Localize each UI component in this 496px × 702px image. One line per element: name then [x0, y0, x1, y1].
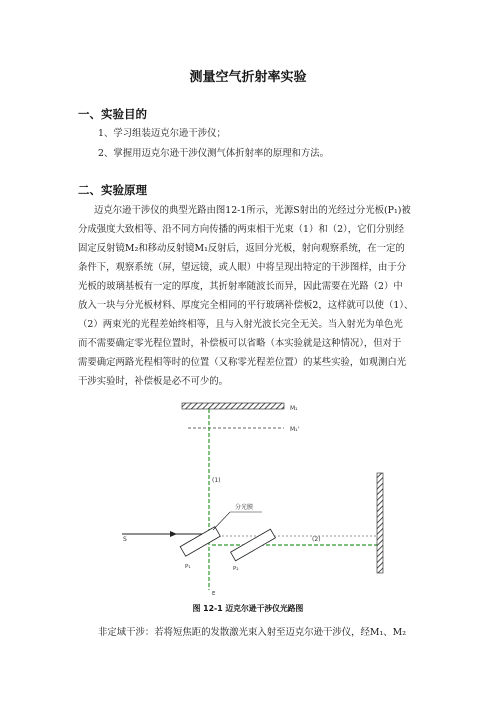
source-arrow — [170, 531, 177, 537]
section-heading-principle: 二、实验原理 — [78, 183, 147, 197]
label-m1-prime: M₁' — [290, 426, 300, 433]
label-m1: M₁ — [290, 405, 298, 412]
principle-line: （2）两束光的光程差始终相等，且与入射光波长完全无关。当入射光为单色光 — [78, 319, 403, 330]
principle-line: 干涉实验时，补偿板是必不可少的。 — [78, 376, 229, 387]
film-leader — [213, 512, 230, 530]
label-source: S — [123, 536, 127, 543]
label-observer: E — [212, 591, 216, 597]
label-beam-2: (2) — [312, 536, 321, 543]
page-title: 测量空气折射率实验 — [189, 70, 307, 85]
mirror-m2 — [377, 473, 383, 573]
principle-line: 放入一块与分光板材料、厚度完全相同的平行玻璃补偿板2，这样就可以使（1）、 — [78, 300, 414, 311]
principle-line: 迈克尔逊干涉仪的典型光路由图12-1所示，光源S射出的光经过分光板(P₁)被 — [94, 205, 411, 216]
label-film: 分光膜 — [235, 504, 254, 511]
principle-line: 条件下，观察系统（屏，望远镜，或人眼）中将呈现出特定的干涉图样，由于分 — [78, 262, 407, 273]
continuation-text: 非定域干涉：若将短焦距的发散激光束入射至迈克尔逊干涉仪，经M₁、M₂ — [98, 627, 406, 638]
mirror-m1 — [182, 403, 284, 409]
figure-caption: 图 12-1 迈克尔逊干涉仪光路图 — [192, 604, 304, 613]
purpose-item-2: 2、掌握用迈克尔逊干涉仪测气体折射率的原理和方法。 — [98, 148, 329, 159]
principle-line: 而不需要确定零光程位置时，补偿板可以省略（本实验就是这种情况），但对于 — [78, 338, 402, 349]
label-beam-1: (1) — [212, 477, 221, 484]
principle-line: 固定反射镜M₂和移动反射镜M₁反射后，返回分光板，射向观察系统，在一定的 — [78, 243, 405, 254]
principle-line: 光板的玻璃基板有一定的厚度，其折射率随波长而异，因此需要在光路（2）中 — [78, 281, 403, 292]
label-p1: P₁ — [185, 564, 191, 570]
principle-line: 分成强度大致相等、沿不同方向传播的两束相干光束（1）和（2），它们分别经 — [78, 224, 404, 235]
purpose-item-1: 1、学习组装迈克尔逊干涉仪； — [98, 128, 226, 139]
beam-splitter-p1 — [180, 527, 220, 557]
label-p2: P₂ — [233, 566, 239, 572]
section-heading-purpose: 一、实验目的 — [78, 107, 147, 121]
principle-line: 需要确定两路光程相等时的位置（又称零光程差位置）的某些实验，如观测白光 — [78, 357, 407, 368]
